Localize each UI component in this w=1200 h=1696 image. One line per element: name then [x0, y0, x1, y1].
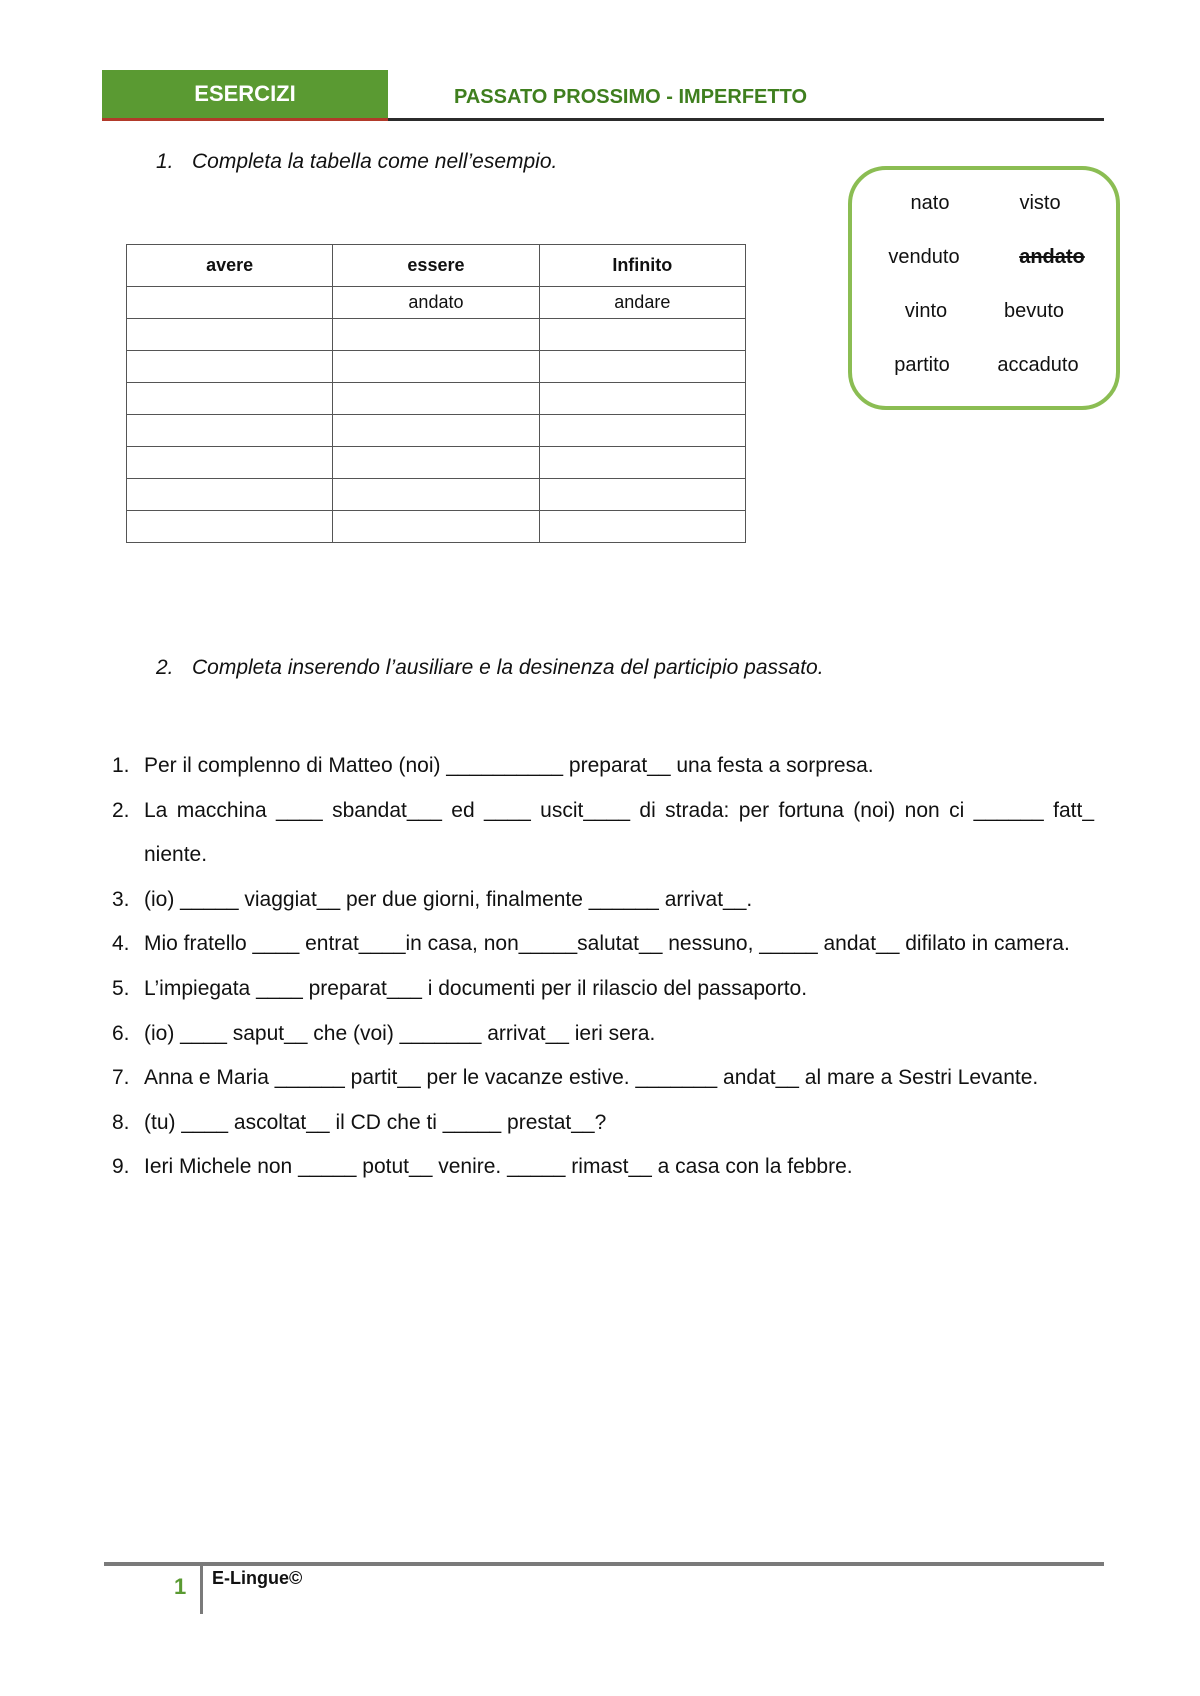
table-row: [127, 479, 746, 511]
item-number: 9.: [112, 1155, 130, 1179]
list-item: [112, 967, 1094, 1012]
exercise-2-number: 2.: [156, 656, 174, 679]
item-text: Ieri Michele non _____ potut__ venire. _____ rimast__ a casa con la febbre.: [144, 1155, 853, 1179]
conjugation-table: [126, 244, 746, 543]
table-row: [127, 511, 746, 543]
section-tag: ESERCIZI: [102, 70, 388, 118]
exercise-2-instruction: [156, 656, 824, 680]
word-venduto: venduto: [888, 246, 960, 268]
item-number: 7.: [112, 1066, 130, 1090]
table-row: [127, 351, 746, 383]
list-item: [112, 789, 1094, 878]
table-cell[interactable]: [127, 415, 333, 447]
item-number: 4.: [112, 932, 130, 956]
item-text: Per il complenno di Matteo (noi) __________ preparat__ una festa a sorpresa.: [144, 754, 874, 777]
item-text: (io) _____ viaggiat__ per due giorni, finalmente ______ arrivat__.: [144, 887, 753, 911]
table-cell[interactable]: [539, 447, 745, 479]
item-text: Mio fratello ____ entrat____in casa, non_____salutat__ nessuno, _____ andat__ difilato in camera.: [144, 932, 1070, 956]
table-cell: andato: [333, 287, 539, 319]
item-number: 3.: [112, 887, 130, 911]
item-number: 8.: [112, 1110, 130, 1134]
table-cell[interactable]: [539, 479, 745, 511]
table-cell: andare: [539, 287, 745, 319]
col-header-essere: essere: [333, 245, 539, 287]
exercise-1-instruction: [156, 150, 557, 174]
word-andato-struck: andato: [1019, 246, 1085, 268]
page-number: 1: [174, 1574, 187, 1599]
table-cell[interactable]: [127, 447, 333, 479]
list-item: [112, 922, 1094, 967]
table-cell: [127, 287, 333, 319]
item-number: 1.: [112, 754, 130, 777]
table-cell[interactable]: [539, 383, 745, 415]
list-item: [112, 878, 1094, 923]
table-header-row: [127, 245, 746, 287]
footer-divider: [200, 1566, 203, 1614]
word-visto: visto: [1019, 192, 1061, 214]
table-row: [127, 415, 746, 447]
table-cell[interactable]: [333, 511, 539, 543]
exercise-1-number: 1.: [156, 150, 174, 173]
table-cell[interactable]: [333, 479, 539, 511]
table-cell[interactable]: [539, 319, 745, 351]
table-cell[interactable]: [333, 351, 539, 383]
item-text: (tu) ____ ascoltat__ il CD che ti _____ prestat__?: [144, 1110, 607, 1134]
col-header-avere: avere: [127, 245, 333, 287]
table-cell[interactable]: [539, 415, 745, 447]
item-number: 2.: [112, 798, 130, 822]
word-accaduto: accaduto: [997, 354, 1079, 376]
table-cell[interactable]: [333, 319, 539, 351]
item-text: (io) ____ saput__ che (voi) _______ arrivat__ ieri sera.: [144, 1021, 656, 1045]
list-item: [112, 1012, 1094, 1057]
table-row: [127, 383, 746, 415]
table-row: [127, 319, 746, 351]
table-row: [127, 447, 746, 479]
word-bevuto: bevuto: [1003, 300, 1065, 322]
table-cell[interactable]: [127, 319, 333, 351]
word-nato: nato: [910, 192, 950, 214]
table-cell[interactable]: [333, 383, 539, 415]
table-cell[interactable]: [127, 479, 333, 511]
exercise-2-text: Completa inserendo l’ausiliare e la desinenza del participio passato.: [192, 656, 824, 679]
table-cell[interactable]: [539, 511, 745, 543]
item-number: 5.: [112, 976, 130, 1000]
table-cell[interactable]: [127, 383, 333, 415]
exercise-2-list: [112, 744, 1094, 1190]
header-rule-accent: [102, 118, 388, 121]
table-cell[interactable]: [539, 351, 745, 383]
footer-brand: E-Lingue©: [212, 1568, 303, 1588]
item-number: 6.: [112, 1021, 130, 1045]
item-text: Anna e Maria ______ partit__ per le vacanze estive. _______ andat__ al mare a Sestri Levante.: [144, 1066, 1039, 1090]
col-header-infinito: Infinito: [539, 245, 745, 287]
table-cell[interactable]: [333, 415, 539, 447]
item-text: La macchina ____ sbandat___ ed ____ uscit____ di strada: per fortuna (noi) non ci ______ fatt_ niente.: [144, 798, 1094, 867]
table-cell[interactable]: [333, 447, 539, 479]
list-item: [112, 1145, 1094, 1190]
list-item: [112, 1056, 1094, 1101]
list-item: [112, 744, 1094, 789]
exercise-1-text: Completa la tabella come nell’esempio.: [192, 150, 558, 173]
page-title: PASSATO PROSSIMO - IMPERFETTO: [454, 86, 807, 108]
list-item: [112, 1101, 1094, 1146]
item-text: L’impiegata ____ preparat___ i documenti per il rilascio del passaporto.: [144, 976, 808, 1000]
table-cell[interactable]: [127, 351, 333, 383]
word-vinto: vinto: [904, 300, 948, 322]
table-cell[interactable]: [127, 511, 333, 543]
table-example-row: [127, 287, 746, 319]
footer-rule: [104, 1562, 1104, 1566]
word-partito: partito: [894, 354, 950, 376]
